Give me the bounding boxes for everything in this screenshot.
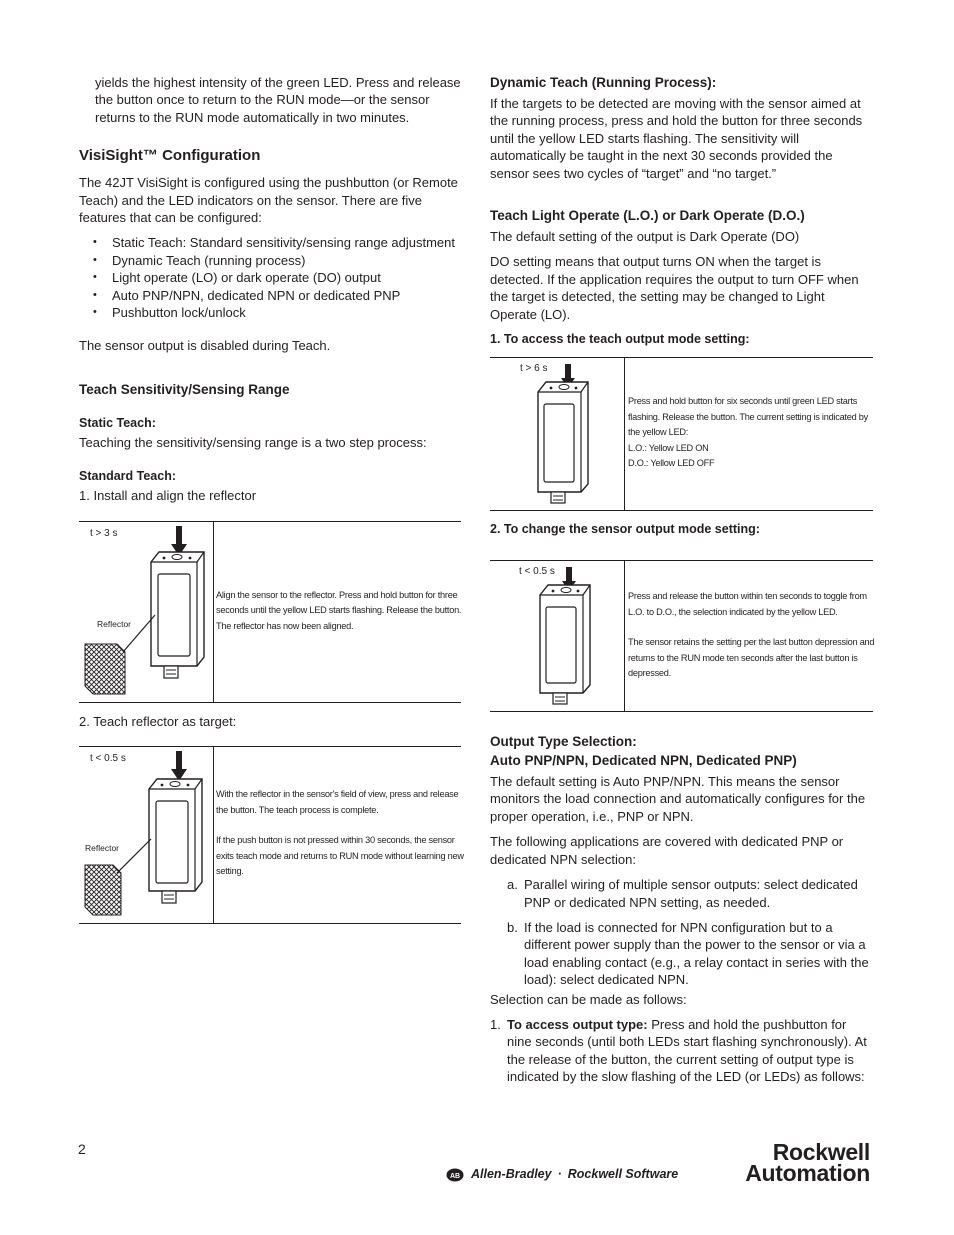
caption-paragraph: With the reflector in the sensor's field of view, press and release the button. The teach process is complete. (216, 789, 459, 815)
rockwell-automation-logo (704, 1139, 870, 1186)
left-column (79, 72, 464, 924)
time-label: t > 6 s (520, 363, 548, 375)
standard-teach-heading: Standard Teach: (79, 469, 177, 484)
list-item: • Static Teach: Standard sensitivity/sensing range adjustment (79, 234, 461, 251)
figure-teach-reflector (79, 746, 464, 924)
dynamic-teach-text: If the targets to be detected are moving with the sensor aimed at the running process, press and hold the button for three seconds until the yellow LED starts flashing. The sensitivity will automatically be taught in the next 30 seconds provided the sensor sees two cycles of “target” and “no target.” (490, 96, 863, 181)
list-item: • Light operate (LO) or dark operate (DO) output (79, 269, 461, 286)
caption-line: the yellow LED: (628, 427, 689, 438)
sensor-icon (490, 358, 624, 510)
output-type-text: The default setting is Auto PNP/NPN. This means the sensor monitors the load connection and automatically configures for the proper operation, i.e., PNP or NPN. (490, 774, 866, 824)
static-teach-heading: Static Teach: (79, 415, 156, 430)
time-label: t > 3 s (90, 527, 118, 539)
list-marker: 1. (490, 1016, 501, 1032)
brand-separator: · (557, 1167, 562, 1181)
disabled-note: The sensor output is disabled during Teach. (79, 338, 331, 354)
logo-line: Automation (745, 1160, 870, 1186)
list-item (490, 919, 873, 989)
brand-line (471, 1167, 678, 1181)
heading-line: Output Type Selection: (490, 734, 637, 750)
caption-paragraph: If the push button is not pressed within 30 seconds, the sensor exits teach mode and returns to RUN mode without learning new setting. (216, 835, 464, 877)
figure-caption: Align the sensor to the reflector. Press and hold button for three seconds until the yellow LED starts flashing. Release the button. The reflector has now been aligned. (216, 589, 462, 631)
list-item: • Dynamic Teach (running process) (79, 252, 461, 269)
do-setting-text: DO setting means that output turns ON when the target is detected. If the application requires the output to turn OFF when the target is detected, the setting may be changed to Light Operate (LO). (490, 254, 859, 322)
dynamic-teach-heading: Dynamic Teach (Running Process): (490, 75, 717, 90)
step-2-text: 2. Teach reflector as target: (79, 713, 237, 729)
figure-illustration (490, 358, 625, 510)
reflector-label: Reflector (97, 618, 132, 629)
access-mode-heading: 1. To access the teach output mode setting: (490, 332, 750, 347)
sensor-with-reflector-icon (79, 747, 213, 923)
selection-text: Selection can be made as follows: (490, 991, 687, 1007)
selection-steps (490, 1016, 873, 1086)
brand-rockwell-software: Rockwell Software (567, 1167, 679, 1181)
config-heading: VisiSight™ Configuration (79, 147, 261, 165)
sensor-icon (490, 561, 624, 711)
list-item: • Auto PNP/NPN, dedicated NPN or dedicated PNP (79, 287, 461, 304)
figure-illustration (490, 561, 625, 711)
figure-caption (628, 394, 876, 472)
lo-do-heading: Teach Light Operate (L.O.) or Dark Operate (D.O.) (490, 208, 805, 224)
step-1-text: 1. Install and align the reflector (79, 488, 257, 504)
brand-allen-bradley: Allen-Bradley (471, 1167, 552, 1181)
list-item (490, 876, 873, 911)
figure-caption (216, 787, 466, 880)
list-marker: b. (507, 919, 518, 935)
list-marker: a. (507, 877, 518, 893)
applications-text: The following applications are covered with dedicated PNP or dedicated NPN selection: (490, 834, 844, 867)
caption-line: D.O.: Yellow LED OFF (628, 458, 715, 469)
heading-line: Auto PNP/NPN, Dedicated NPN, Dedicated PNP) (490, 753, 797, 769)
allen-bradley-logo-icon (446, 1168, 464, 1182)
list-item (490, 1016, 873, 1086)
list-text: Parallel wiring of multiple sensor outputs: select dedicated PNP or dedicated NPN setting, as needed. (524, 877, 858, 910)
caption-line: L.O.: Yellow LED ON (628, 442, 709, 453)
default-do-text: The default setting of the output is Dark Operate (DO) (490, 229, 800, 245)
reflector-label: Reflector (85, 843, 120, 854)
figure-change-output-mode (490, 560, 873, 712)
list-item: • Pushbutton lock/unlock (79, 304, 461, 321)
caption-line: flashing. Release the button. The current setting is indicated by (628, 411, 868, 422)
logo-line: Rockwell (772, 1139, 870, 1165)
figure-illustration (79, 522, 214, 702)
step-label: To access output type: (507, 1016, 648, 1032)
svg-text:AB: AB (449, 1173, 461, 1180)
time-label: t < 0.5 s (90, 753, 126, 765)
figure-caption (628, 589, 876, 682)
figure-align-reflector (79, 521, 461, 703)
caption-line: Press and hold button for six seconds until green LED starts (628, 396, 858, 407)
figure-illustration (79, 747, 214, 923)
figure-access-output-mode (490, 357, 873, 511)
page-number: 2 (78, 1141, 86, 1157)
applications-list (490, 876, 873, 988)
caption-paragraph: Press and release the button within ten seconds to toggle from L.O. to D.O., the selection indicated by the yellow LED. (628, 591, 867, 617)
sensitivity-heading: Teach Sensitivity/Sensing Range (79, 381, 290, 397)
time-label: t < 0.5 s (519, 566, 555, 578)
sensor-with-reflector-icon (79, 522, 213, 702)
feature-list (79, 234, 461, 321)
step-text: Press and hold the pushbutton for nine seconds (until both LEDs start flashing synchronously). At the release of the button, the current setting of output type is indicated by the slow flashing of the LED (or LEDs) as follows: (507, 1016, 867, 1085)
caption-paragraph: The sensor retains the setting per the last button depression and returns to the RUN mode ten seconds after the last button is depressed. (628, 637, 875, 679)
output-type-heading (490, 733, 873, 770)
static-teach-text: Teaching the sensitivity/sensing range is a two step process: (79, 434, 427, 450)
intro-paragraph: yields the highest intensity of the green LED. Press and release the button once to return to the RUN mode—or the sensor returns to the RUN mode automatically in two minutes. (95, 75, 461, 125)
change-mode-heading: 2. To change the sensor output mode setting: (490, 522, 760, 537)
right-column (490, 72, 873, 1086)
list-text: If the load is connected for NPN configuration but to a different power supply than the power to the sensor or via a load enabling contact (e.g., a relay contact in series with the load): select dedicated NPN. (524, 919, 869, 988)
config-paragraph: The 42JT VisiSight is configured using the pushbutton (or Remote Teach) and the LED indicators on the sensor. There are five features that can be configured: (79, 175, 458, 226)
